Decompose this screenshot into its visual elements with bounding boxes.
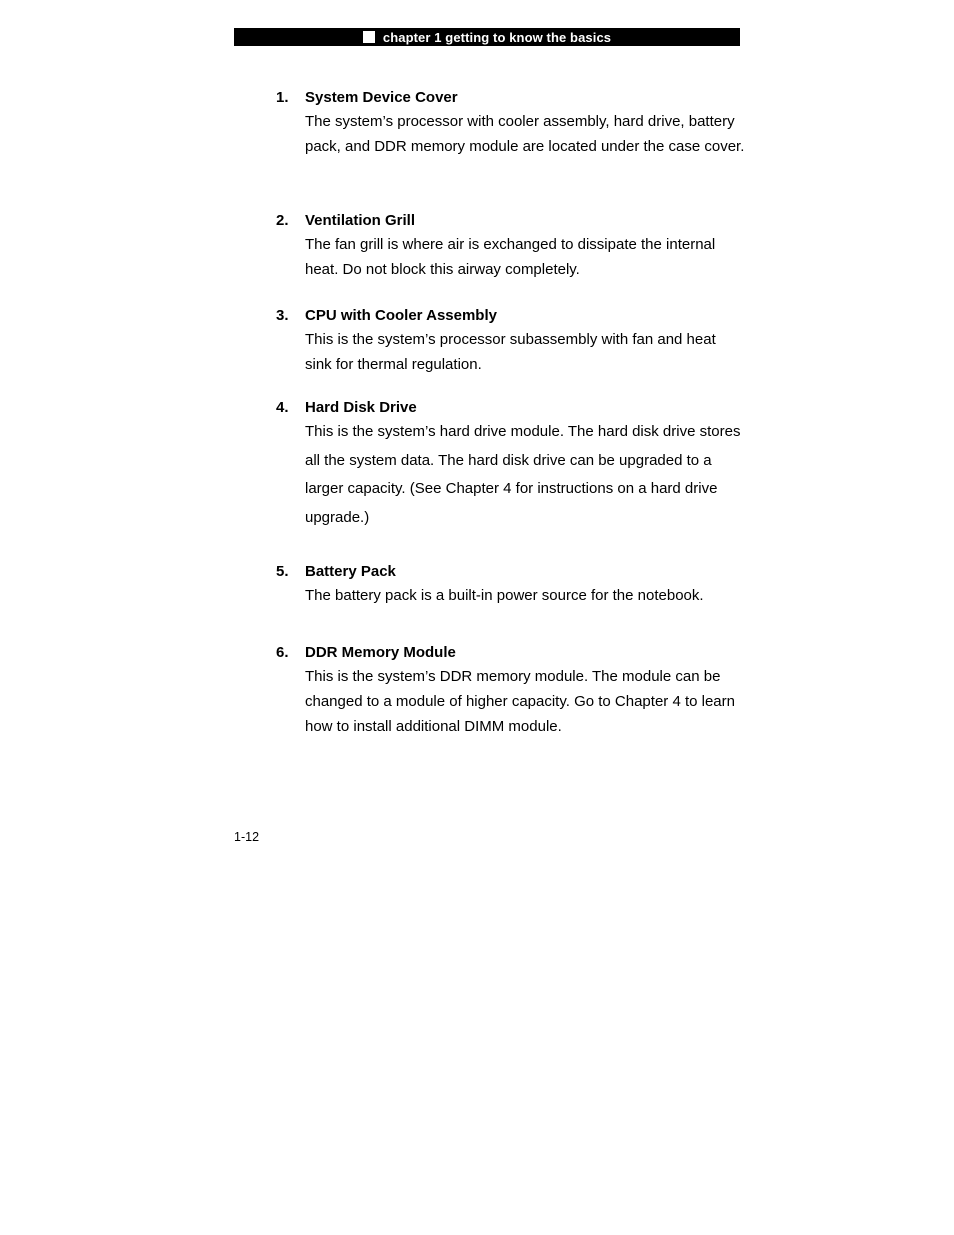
item-description: This is the system’s DDR memory module. The module can be changed to a module of higher capacity. Go to Chapter 4 to learn how to install additional DIMM module. <box>305 668 735 735</box>
item-title: Battery Pack <box>305 563 396 580</box>
list-item-ddr-memory-module <box>276 643 746 739</box>
item-description: This is the system’s processor subassembly with fan and heat sink for thermal regulation. <box>305 331 716 373</box>
item-title: Hard Disk Drive <box>305 399 417 416</box>
square-bullet-icon <box>363 31 375 43</box>
item-title: DDR Memory Module <box>305 644 456 661</box>
list-item-hard-disk-drive <box>276 398 746 532</box>
item-title: System Device Cover <box>305 89 458 106</box>
item-title: CPU with Cooler Assembly <box>305 307 497 324</box>
item-title: Ventilation Grill <box>305 212 416 229</box>
list-item-system-device-cover <box>276 88 746 159</box>
page-number: 1-12 <box>234 830 260 844</box>
item-number: 1. <box>276 89 289 106</box>
list-item-cpu-cooler-assembly <box>276 306 746 377</box>
list-item-ventilation-grill <box>276 211 746 282</box>
item-description: The fan grill is where air is exchanged to dissipate the internal heat. Do not block this airway completely. <box>305 236 716 278</box>
item-number: 4. <box>276 399 289 416</box>
item-description: The battery pack is a built-in power source for the notebook. <box>305 587 704 604</box>
chapter-title: chapter 1 getting to know the basics <box>382 29 612 45</box>
item-number: 2. <box>276 212 289 229</box>
list-item-battery-pack <box>276 562 746 608</box>
item-number: 5. <box>276 563 289 580</box>
item-description: The system’s processor with cooler assembly, hard drive, battery pack, and DDR memory module are located under the case cover. <box>305 113 745 155</box>
item-description: This is the system’s hard drive module. The hard disk drive stores all the system data. The hard disk drive can be upgraded to a larger capacity. (See Chapter 4 for instructions on a hard drive upgrade.) <box>305 423 741 526</box>
item-number: 6. <box>276 644 289 661</box>
item-number: 3. <box>276 307 289 324</box>
chapter-header-bar <box>234 28 740 46</box>
